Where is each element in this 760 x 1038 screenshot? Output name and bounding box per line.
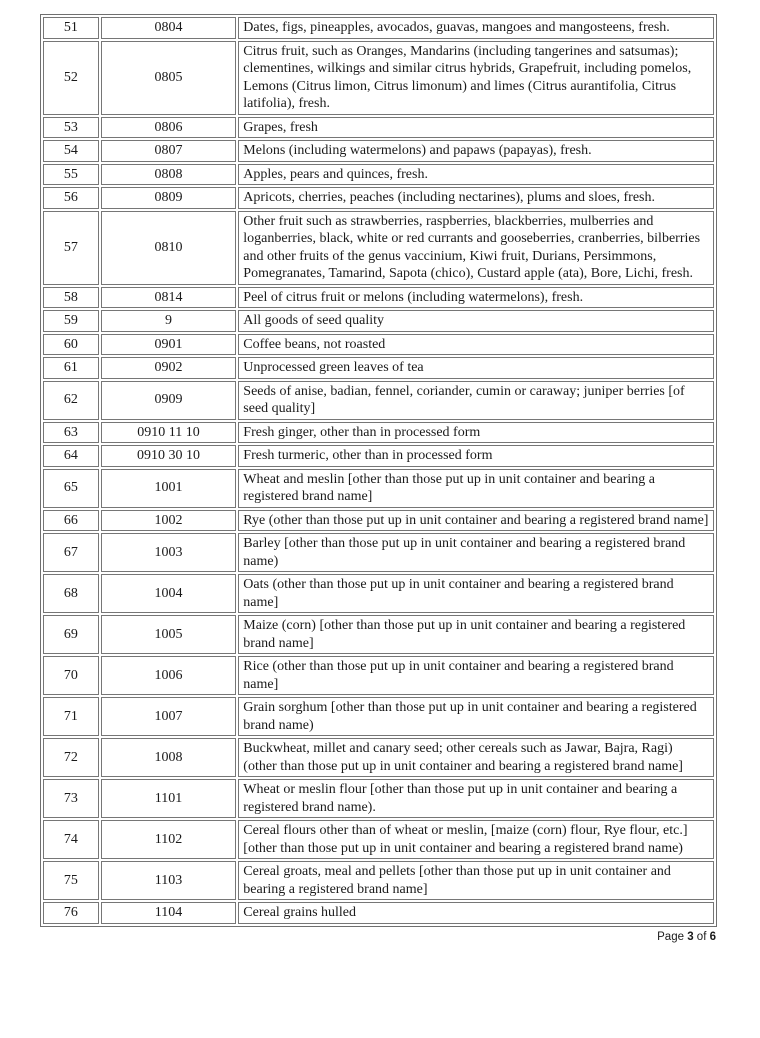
serial-number-cell: 58 — [43, 287, 99, 309]
hsn-code-cell: 1008 — [101, 738, 237, 777]
table-row — [43, 820, 714, 859]
serial-number-cell: 68 — [43, 574, 99, 613]
table-row — [43, 187, 714, 209]
hsn-code-cell: 0809 — [101, 187, 237, 209]
hsn-code-cell: 1003 — [101, 533, 237, 572]
description-cell: Rice (other than those put up in unit container and bearing a registered brand name] — [238, 656, 714, 695]
serial-number-cell: 59 — [43, 310, 99, 332]
footer-of-word: of — [696, 930, 707, 943]
hsn-code-cell: 0805 — [101, 41, 237, 115]
document-page — [0, 14, 760, 1038]
hsn-code-cell: 0810 — [101, 211, 237, 285]
table-row — [43, 334, 714, 356]
table-row — [43, 211, 714, 285]
table-row — [43, 140, 714, 162]
table-row — [43, 697, 714, 736]
description-cell: Other fruit such as strawberries, raspberries, blackberries, mulberries and loganberries, black, white or red currants and gooseberries, cranberries, bilberries and other fruits of the genus vaccinium, Kiwi fruit, Durians, Persimmons, Pomegranates, Tamarind, Sapota (chico), Custard apple (ata), Bore, Lichi, fresh. — [238, 211, 714, 285]
description-cell: Maize (corn) [other than those put up in unit container and bearing a registered brand name] — [238, 615, 714, 654]
hsn-code-cell: 0909 — [101, 381, 237, 420]
hsn-code-cell: 0814 — [101, 287, 237, 309]
serial-number-cell: 66 — [43, 510, 99, 532]
serial-number-cell: 70 — [43, 656, 99, 695]
description-cell: Buckwheat, millet and canary seed; other cereals such as Jawar, Bajra, Ragi) (other than those put up in unit container and bearing a registered brand name] — [238, 738, 714, 777]
description-cell: Apricots, cherries, peaches (including nectarines), plums and sloes, fresh. — [238, 187, 714, 209]
hsn-code-cell: 0807 — [101, 140, 237, 162]
description-cell: Fresh turmeric, other than in processed form — [238, 445, 714, 467]
hsn-code-cell: 1001 — [101, 469, 237, 508]
serial-number-cell: 56 — [43, 187, 99, 209]
description-cell: Citrus fruit, such as Oranges, Mandarins (including tangerines and satsumas); clementines, wilkings and similar citrus hybrids, Grapefruit, including pomelos, Lemons (Citrus limon, Citrus limonum) and limes (Citrus aurantifolia, Citrus latifolia), fresh. — [238, 41, 714, 115]
serial-number-cell: 62 — [43, 381, 99, 420]
table-row — [43, 779, 714, 818]
table-row — [43, 902, 714, 924]
serial-number-cell: 60 — [43, 334, 99, 356]
serial-number-cell: 57 — [43, 211, 99, 285]
hsn-code-cell: 0804 — [101, 17, 237, 39]
hsn-code-cell: 0806 — [101, 117, 237, 139]
description-cell: Dates, figs, pineapples, avocados, guavas, mangoes and mangosteens, fresh. — [238, 17, 714, 39]
description-cell: Cereal groats, meal and pellets [other than those put up in unit container and bearing a registered brand name] — [238, 861, 714, 900]
serial-number-cell: 65 — [43, 469, 99, 508]
serial-number-cell: 67 — [43, 533, 99, 572]
table-row — [43, 469, 714, 508]
description-cell: Coffee beans, not roasted — [238, 334, 714, 356]
description-cell: Barley [other than those put up in unit container and bearing a registered brand name) — [238, 533, 714, 572]
description-cell: Oats (other than those put up in unit container and bearing a registered brand name] — [238, 574, 714, 613]
hsn-code-cell: 1002 — [101, 510, 237, 532]
hsn-code-cell: 1004 — [101, 574, 237, 613]
serial-number-cell: 63 — [43, 422, 99, 444]
serial-number-cell: 53 — [43, 117, 99, 139]
description-cell: Wheat or meslin flour [other than those put up in unit container and bearing a registered brand name). — [238, 779, 714, 818]
hsn-code-cell: 0808 — [101, 164, 237, 186]
serial-number-cell: 74 — [43, 820, 99, 859]
description-cell: Wheat and meslin [other than those put up in unit container and bearing a registered brand name] — [238, 469, 714, 508]
table-row — [43, 17, 714, 39]
table-row — [43, 574, 714, 613]
serial-number-cell: 61 — [43, 357, 99, 379]
description-cell: Rye (other than those put up in unit container and bearing a registered brand name] — [238, 510, 714, 532]
description-cell: Seeds of anise, badian, fennel, coriander, cumin or caraway; juniper berries [of seed quality] — [238, 381, 714, 420]
serial-number-cell: 54 — [43, 140, 99, 162]
table-row — [43, 615, 714, 654]
hsn-code-cell: 1007 — [101, 697, 237, 736]
hsn-code-cell: 1101 — [101, 779, 237, 818]
table-row — [43, 533, 714, 572]
table-row — [43, 41, 714, 115]
footer-page-number: 3 — [687, 930, 694, 943]
hsn-code-cell: 0902 — [101, 357, 237, 379]
serial-number-cell: 72 — [43, 738, 99, 777]
hsn-code-cell: 0910 11 10 — [101, 422, 237, 444]
serial-number-cell: 76 — [43, 902, 99, 924]
description-cell: Grain sorghum [other than those put up in unit container and bearing a registered brand name) — [238, 697, 714, 736]
serial-number-cell: 69 — [43, 615, 99, 654]
serial-number-cell: 75 — [43, 861, 99, 900]
serial-number-cell: 73 — [43, 779, 99, 818]
hsn-code-cell: 0910 30 10 — [101, 445, 237, 467]
hsn-code-cell: 1005 — [101, 615, 237, 654]
table-row — [43, 357, 714, 379]
table-row — [43, 117, 714, 139]
goods-table-body — [43, 17, 714, 924]
description-cell: Apples, pears and quinces, fresh. — [238, 164, 714, 186]
serial-number-cell: 51 — [43, 17, 99, 39]
hsn-code-cell: 1006 — [101, 656, 237, 695]
description-cell: Fresh ginger, other than in processed form — [238, 422, 714, 444]
serial-number-cell: 52 — [43, 41, 99, 115]
table-row — [43, 861, 714, 900]
serial-number-cell: 71 — [43, 697, 99, 736]
description-cell: Melons (including watermelons) and papaws (papayas), fresh. — [238, 140, 714, 162]
table-row — [43, 381, 714, 420]
description-cell: Cereal grains hulled — [238, 902, 714, 924]
table-row — [43, 287, 714, 309]
description-cell: Peel of citrus fruit or melons (including watermelons), fresh. — [238, 287, 714, 309]
table-row — [43, 422, 714, 444]
description-cell: Grapes, fresh — [238, 117, 714, 139]
goods-table — [40, 14, 717, 927]
table-row — [43, 164, 714, 186]
serial-number-cell: 55 — [43, 164, 99, 186]
description-cell: All goods of seed quality — [238, 310, 714, 332]
footer-page-word: Page — [657, 930, 684, 943]
table-row — [43, 310, 714, 332]
table-row — [43, 445, 714, 467]
description-cell: Unprocessed green leaves of tea — [238, 357, 714, 379]
hsn-code-cell: 9 — [101, 310, 237, 332]
hsn-code-cell: 1102 — [101, 820, 237, 859]
serial-number-cell: 64 — [43, 445, 99, 467]
footer-total-pages: 6 — [709, 930, 716, 943]
hsn-code-cell: 0901 — [101, 334, 237, 356]
table-row — [43, 738, 714, 777]
table-row — [43, 510, 714, 532]
hsn-code-cell: 1103 — [101, 861, 237, 900]
description-cell: Cereal flours other than of wheat or meslin, [maize (corn) flour, Rye flour, etc.] [other than those put up in unit container and bearing a registered brand name) — [238, 820, 714, 859]
hsn-code-cell: 1104 — [101, 902, 237, 924]
page-footer — [0, 931, 716, 943]
table-row — [43, 656, 714, 695]
